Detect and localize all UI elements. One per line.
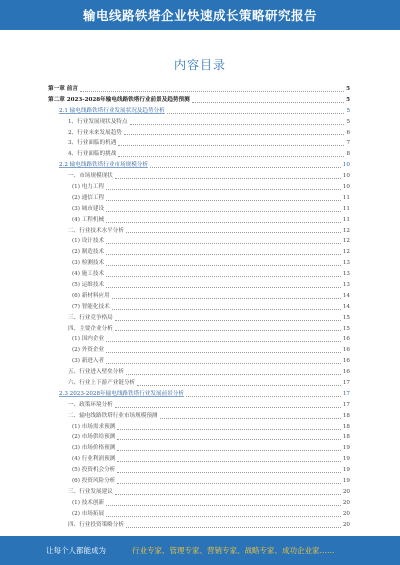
toc-leader-dots bbox=[150, 167, 341, 168]
toc-leader-dots bbox=[117, 483, 341, 484]
toc-entry-title: 4、行业面临的挑战 bbox=[68, 151, 117, 158]
toc-entry-title: 一、政策环境分析 bbox=[68, 401, 113, 408]
toc-leader-dots bbox=[160, 418, 341, 419]
toc-leader-dots bbox=[112, 309, 341, 310]
toc-entry-page-number: 19 bbox=[342, 445, 350, 452]
toc-leader-dots bbox=[117, 472, 341, 473]
toc-entry[interactable] bbox=[48, 117, 350, 128]
toc-entry-title: (2) 通信工程 bbox=[72, 194, 105, 201]
toc-entry[interactable] bbox=[48, 465, 350, 476]
toc-leader-dots bbox=[118, 156, 344, 157]
toc-entry-page-number: 16 bbox=[342, 336, 350, 343]
toc-entry[interactable] bbox=[48, 291, 350, 302]
toc-entry-page-number: 8 bbox=[346, 151, 350, 158]
toc-entry-page-number: 10 bbox=[342, 162, 350, 169]
toc-entry-title: (2) 市场拓展 bbox=[72, 510, 105, 517]
toc-entry[interactable] bbox=[48, 389, 350, 400]
toc-entry-title: (3) 新进入者 bbox=[72, 358, 105, 365]
toc-leader-dots bbox=[106, 505, 341, 506]
toc-leader-dots bbox=[112, 298, 341, 299]
toc-entry-title: 三、行业发展建议 bbox=[68, 488, 113, 495]
toc-entry-title: 2.3 2023-2028年输电线路铁塔行业发展前景分析 bbox=[59, 390, 184, 397]
toc-entry-title: 3、行业面临的机遇 bbox=[68, 140, 117, 147]
toc-entry[interactable] bbox=[48, 378, 350, 389]
toc-entry-page-number: 14 bbox=[342, 292, 350, 299]
toc-entry-page-number: 6 bbox=[346, 129, 350, 136]
toc-entry[interactable] bbox=[48, 160, 350, 171]
toc-entry[interactable] bbox=[48, 367, 350, 378]
toc-entry[interactable] bbox=[48, 356, 350, 367]
toc-entry-title: (3) 城市建设 bbox=[72, 205, 105, 212]
toc-entry[interactable] bbox=[48, 411, 350, 422]
toc-leader-dots bbox=[106, 516, 341, 517]
toc-leader-dots bbox=[106, 276, 341, 277]
page-footer bbox=[0, 536, 400, 565]
toc-entry[interactable] bbox=[48, 313, 350, 324]
toc-entry[interactable] bbox=[48, 204, 350, 215]
toc-entry-page-number: 20 bbox=[342, 510, 350, 517]
toc-leader-dots bbox=[115, 178, 341, 179]
toc-leader-dots bbox=[115, 330, 341, 331]
toc-leader-dots bbox=[106, 211, 341, 212]
toc-entry-title: (2) 制造技术 bbox=[72, 249, 105, 256]
toc-entry-page-number: 20 bbox=[342, 499, 350, 506]
toc-entry[interactable] bbox=[48, 138, 350, 149]
toc-entry-title: (4) 施工技术 bbox=[72, 271, 105, 278]
toc-entry-title: 第二章 2023-2028年输电线路铁塔行业前景及趋势预测 bbox=[48, 96, 190, 103]
report-title: 输电线路铁塔企业快速成长策略研究报告 bbox=[82, 8, 317, 23]
toc-entry[interactable] bbox=[48, 258, 350, 269]
toc-entry-page-number: 13 bbox=[342, 271, 350, 278]
toc-entry-page-number: 5 bbox=[346, 107, 350, 114]
toc-leader-dots bbox=[106, 243, 341, 244]
toc-leader-dots bbox=[80, 91, 344, 92]
toc-leader-dots bbox=[106, 189, 341, 190]
toc-entry-page-number: 16 bbox=[342, 369, 350, 376]
toc-leader-dots bbox=[126, 232, 341, 233]
toc-leader-dots bbox=[106, 222, 341, 223]
toc-entry-title: (5) 运维技术 bbox=[72, 282, 105, 289]
toc-entry-page-number: 18 bbox=[342, 412, 350, 419]
toc-entry-page-number: 5 bbox=[346, 118, 350, 125]
toc-leader-dots bbox=[117, 429, 341, 430]
toc-entry-title: 六、行业上下游产业链分析 bbox=[68, 380, 136, 387]
toc-entry-page-number: 12 bbox=[342, 249, 350, 256]
toc-entry[interactable] bbox=[48, 454, 350, 465]
toc-entry[interactable] bbox=[48, 182, 350, 193]
toc-leader-dots bbox=[106, 352, 341, 353]
toc-leader-dots bbox=[106, 200, 341, 201]
toc-entry[interactable] bbox=[48, 334, 350, 345]
toc-entry[interactable] bbox=[48, 106, 350, 117]
toc-entry-page-number: 16 bbox=[342, 347, 350, 354]
footer-slogan-right: 行业专家、管理专家、营销专家、战略专家、成功企业家…… bbox=[132, 546, 335, 555]
toc-entry[interactable] bbox=[48, 149, 350, 160]
toc-leader-dots bbox=[186, 396, 341, 397]
toc-entry-page-number: 11 bbox=[342, 194, 350, 201]
toc-entry-page-number: 15 bbox=[342, 325, 350, 332]
toc-entry-title: (4) 工程机械 bbox=[72, 216, 105, 223]
toc-entry[interactable] bbox=[48, 247, 350, 258]
toc-entry[interactable] bbox=[48, 422, 350, 433]
toc-leader-dots bbox=[130, 124, 345, 125]
toc-leader-dots bbox=[115, 494, 341, 495]
toc-entry[interactable] bbox=[48, 215, 350, 226]
toc-leader-dots bbox=[137, 385, 341, 386]
toc-leader-dots bbox=[117, 461, 341, 462]
toc-leader-dots bbox=[115, 320, 341, 321]
toc-entry-title: (3) 检测技术 bbox=[72, 260, 105, 267]
toc-leader-dots bbox=[117, 450, 341, 451]
toc-entry[interactable] bbox=[48, 324, 350, 335]
toc-entry-title: 2、行业未来发展趋势 bbox=[68, 129, 122, 136]
toc-entry-title: (1) 国内企业 bbox=[72, 336, 105, 343]
toc-leader-dots bbox=[106, 363, 341, 364]
toc-entry-page-number: 17 bbox=[342, 380, 350, 387]
toc-entry-page-number: 10 bbox=[342, 173, 350, 180]
toc-entry-title: 1、行业发展现状及特点 bbox=[68, 118, 128, 125]
toc-entry-title: (1) 电力工程 bbox=[72, 184, 105, 190]
toc-entry-page-number: 17 bbox=[342, 401, 350, 408]
toc-entry-page-number: 15 bbox=[342, 314, 350, 321]
toc-entry-title: (5) 投资机会分析 bbox=[72, 467, 116, 474]
toc-entry[interactable] bbox=[48, 171, 350, 182]
toc-entry-page-number: 12 bbox=[342, 227, 350, 234]
toc-leader-dots bbox=[106, 265, 341, 266]
toc-entry[interactable] bbox=[48, 84, 350, 95]
toc-entry-page-number: 13 bbox=[342, 282, 350, 289]
toc-entry-title: (2) 市场供给预测 bbox=[72, 434, 116, 441]
toc-entry[interactable] bbox=[48, 269, 350, 280]
toc-entry-page-number: 12 bbox=[342, 238, 350, 245]
toc-entry-page-number: 19 bbox=[342, 478, 350, 485]
toc-entry-page-number: 13 bbox=[342, 260, 350, 267]
toc-entry[interactable] bbox=[48, 345, 350, 356]
toc-entry[interactable] bbox=[48, 520, 350, 531]
toc-entry-title: (3) 市场价格预测 bbox=[72, 445, 116, 452]
toc-entry-title: (2) 外资企业 bbox=[72, 347, 105, 354]
toc-entry[interactable] bbox=[48, 487, 350, 498]
toc-leader-dots bbox=[115, 407, 341, 408]
table-of-contents bbox=[48, 84, 350, 531]
toc-entry-page-number: 5 bbox=[346, 96, 350, 103]
toc-entry-page-number: 16 bbox=[342, 358, 350, 365]
toc-entry-title: (1) 市场需求预测 bbox=[72, 423, 116, 430]
toc-entry-page-number: 11 bbox=[342, 216, 350, 223]
toc-entry-title: 三、行业竞争格局 bbox=[68, 314, 113, 321]
toc-entry-title: 二、输电线路铁塔行业市场规模预测 bbox=[68, 412, 158, 419]
toc-leader-dots bbox=[192, 102, 344, 103]
toc-entry-title: 2.2 输电线路铁塔行业市场规模分析 bbox=[59, 162, 148, 169]
toc-entry[interactable] bbox=[48, 280, 350, 291]
toc-entry-title: (1) 技术创新 bbox=[72, 499, 105, 506]
toc-entry[interactable] bbox=[48, 509, 350, 520]
toc-entry[interactable] bbox=[48, 400, 350, 411]
toc-entry-page-number: 10 bbox=[342, 184, 350, 190]
toc-entry[interactable] bbox=[48, 476, 350, 487]
toc-entry-page-number: 17 bbox=[342, 390, 350, 397]
toc-leader-dots bbox=[118, 145, 344, 146]
toc-leader-dots bbox=[126, 374, 341, 375]
toc-entry[interactable] bbox=[48, 193, 350, 204]
toc-leader-dots bbox=[167, 113, 345, 114]
toc-entry-page-number: 14 bbox=[342, 303, 350, 310]
toc-entry-title: 一、市场规模现状 bbox=[68, 173, 113, 180]
toc-entry-page-number: 11 bbox=[342, 205, 350, 212]
toc-entry-page-number: 19 bbox=[342, 456, 350, 463]
toc-entry[interactable] bbox=[48, 443, 350, 454]
toc-entry[interactable] bbox=[48, 302, 350, 313]
page-header bbox=[0, 0, 400, 30]
toc-entry-title: 四、主要企业分析 bbox=[68, 325, 113, 332]
toc-entry-page-number: 7 bbox=[346, 140, 350, 147]
toc-entry[interactable] bbox=[48, 95, 350, 106]
toc-entry-title: 五、行业进入壁垒分析 bbox=[68, 369, 124, 376]
toc-entry[interactable] bbox=[48, 498, 350, 509]
toc-entry-title: 2.1 输电线路铁塔行业发展状况及趋势分析 bbox=[59, 107, 165, 114]
toc-entry-title: (4) 行业利润预测 bbox=[72, 456, 116, 463]
toc-entry-title: 四、行业投资策略分析 bbox=[68, 521, 124, 528]
toc-entry-page-number: 20 bbox=[342, 521, 350, 528]
toc-entry-page-number: 5 bbox=[346, 85, 350, 92]
toc-entry-page-number: 18 bbox=[342, 434, 350, 441]
toc-heading: 内容目录 bbox=[173, 58, 226, 72]
toc-entry[interactable] bbox=[48, 128, 350, 139]
toc-leader-dots bbox=[124, 134, 345, 135]
toc-entry[interactable] bbox=[48, 226, 350, 237]
toc-entry-page-number: 19 bbox=[342, 467, 350, 474]
toc-leader-dots bbox=[106, 287, 341, 288]
toc-entry-page-number: 18 bbox=[342, 423, 350, 430]
toc-leader-dots bbox=[117, 439, 341, 440]
toc-entry-title: (7) 智能化技术 bbox=[72, 303, 110, 310]
toc-leader-dots bbox=[126, 527, 341, 528]
toc-leader-dots bbox=[106, 341, 341, 342]
toc-entry-title: (6) 新材料应用 bbox=[72, 292, 110, 299]
footer-slogan-left: 让每个人都能成为 bbox=[46, 546, 106, 555]
toc-entry-title: 二、行业技术水平分析 bbox=[68, 227, 124, 234]
toc-entry[interactable] bbox=[48, 433, 350, 444]
toc-entry-title: 第一章 前言 bbox=[48, 85, 78, 92]
toc-entry-title: (1) 设计技术 bbox=[72, 238, 105, 245]
toc-entry[interactable] bbox=[48, 236, 350, 247]
toc-leader-dots bbox=[106, 254, 341, 255]
toc-entry-title: (6) 投资风险分析 bbox=[72, 478, 116, 485]
toc-entry-page-number: 20 bbox=[342, 488, 350, 495]
